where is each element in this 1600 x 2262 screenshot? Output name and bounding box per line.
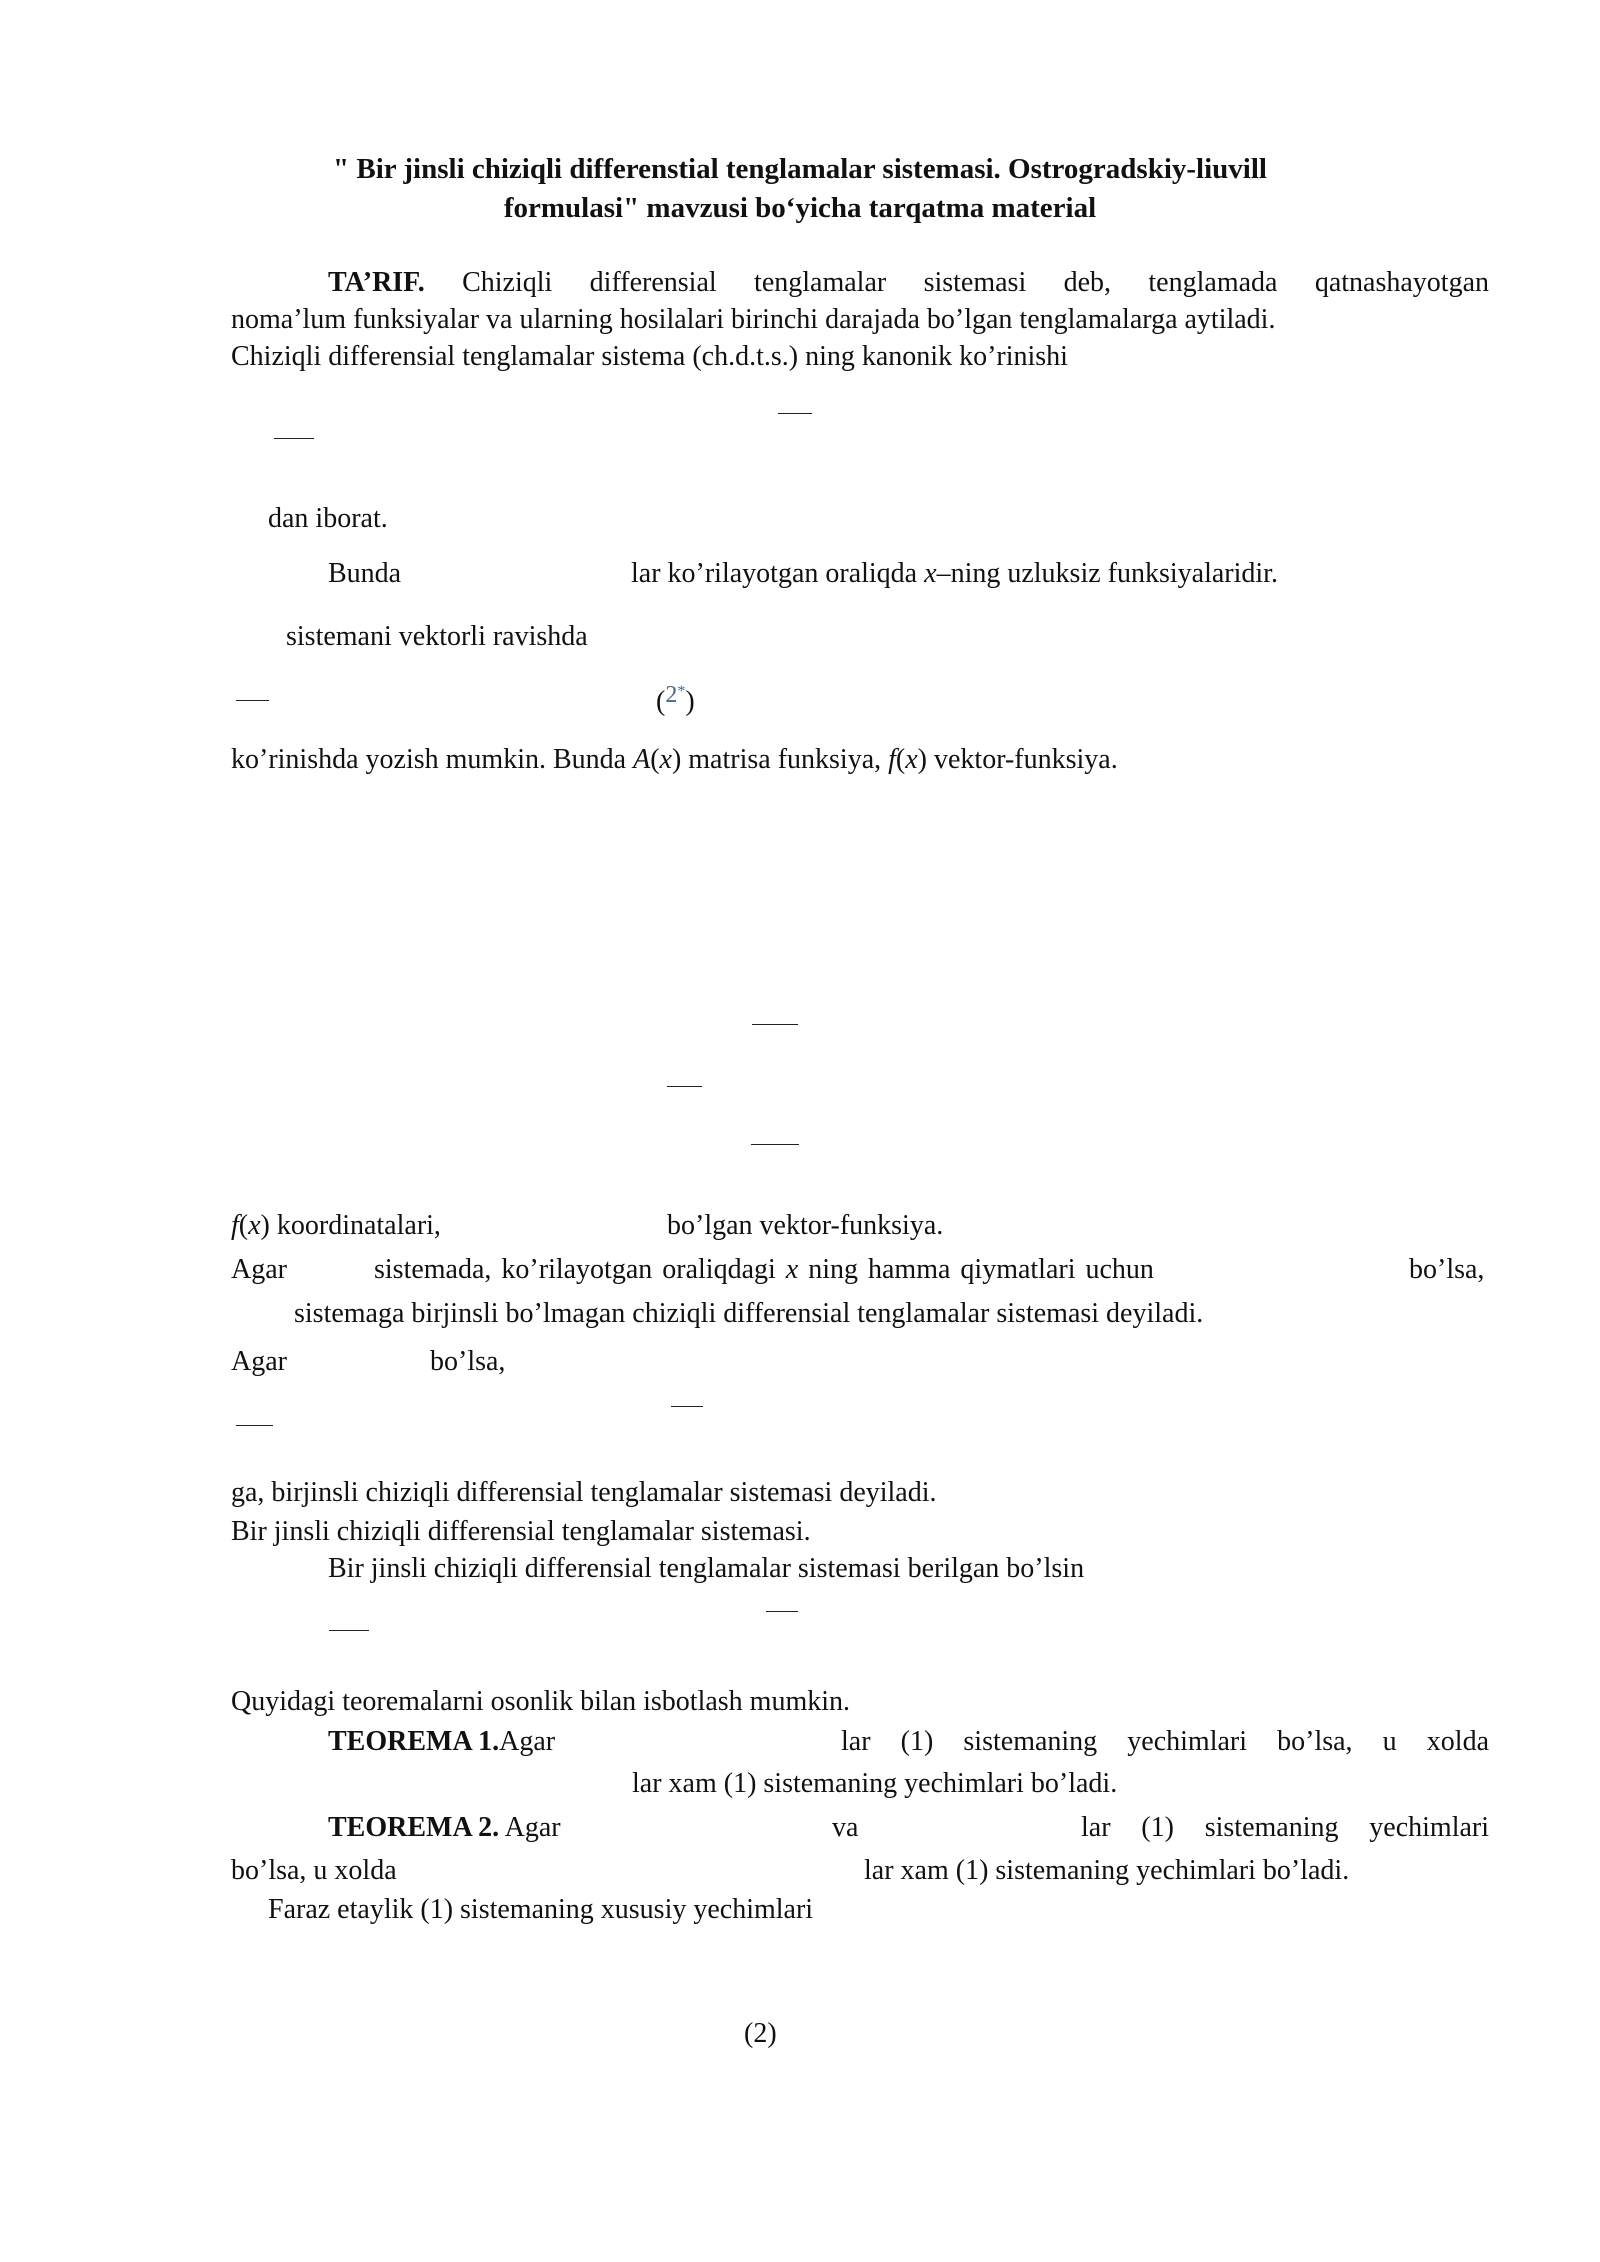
text-korinishda-a: ko’rinishda yozish mumkin. Bunda	[231, 744, 634, 775]
paren-close: )	[685, 686, 695, 717]
var-x: x	[659, 744, 672, 775]
formula-fraction-bar	[274, 438, 314, 439]
text-quyidagi: Quyidagi teoremalarni osonlik bilan isbotlash mumkin.	[231, 1686, 851, 1717]
text-sistemada-a: sistemada, ko’rilayotgan oraliqdagi	[374, 1254, 786, 1285]
formula-fraction-bar	[329, 1630, 369, 1631]
eq-number: 2	[665, 682, 678, 708]
text-continuity-statement	[631, 556, 1278, 592]
document-title-line-1: " Bir jinsli chiziqli differenstial tenglamalar sistemasi. Ostrogradskiy-liuvill	[333, 153, 1267, 185]
var-x: x	[905, 744, 918, 775]
section-heading-bir-jinsli: Bir jinsli chiziqli differensial tenglamalar sistemasi.	[231, 1516, 811, 1547]
paren-open: (	[656, 686, 666, 717]
theorem-1-rest: lar (1) sistemaning yechimlari bo’lsa, u xolda	[841, 1726, 1489, 1757]
definition-line-1	[328, 265, 1489, 301]
definition-label: TA’RIF.	[328, 267, 425, 298]
text-dan-iborat: dan iborat.	[268, 503, 388, 534]
formula-fraction-bar	[778, 413, 812, 414]
paren: )	[671, 744, 682, 775]
text-korinishda-b: matrisa funksiya,	[681, 744, 889, 775]
text-sistemaga: sistemaga birjinsli bo’lmagan chiziqli differensial tenglamalar sistemasi deyiladi.	[294, 1298, 1204, 1329]
text-agar-1: Agar	[231, 1254, 287, 1285]
paren: (	[238, 1210, 249, 1241]
theorem-2-label	[328, 1810, 561, 1846]
formula-fraction-bar	[751, 1144, 799, 1145]
var-f: f	[888, 744, 896, 775]
equation-number-2: (2)	[744, 2018, 777, 2049]
text-bir-jinsli-berilgan: Bir jinsli chiziqli differensial tenglamalar sistemasi berilgan bo’lsin	[328, 1553, 1085, 1584]
theorem-1-title: TEOREMA 1.	[328, 1726, 500, 1757]
theorem-2-line-2a: bo’lsa, u xolda	[231, 1855, 397, 1886]
var-x: x	[924, 558, 937, 589]
theorem-1-label	[328, 1724, 555, 1760]
text-korinishda-c: vektor-funksiya.	[927, 744, 1118, 775]
var-x: x	[248, 1210, 261, 1241]
text-ning-hamma: ning hamma qiymatlari uchun	[798, 1254, 1154, 1285]
theorem-1-line-2: lar xam (1) sistemaning yechimlari bo’ladi.	[632, 1768, 1118, 1799]
text-sistemada	[374, 1252, 1154, 1288]
theorem-2-title: TEOREMA 2.	[328, 1812, 500, 1843]
text-bolsa-1: bo’lsa,	[1409, 1254, 1485, 1285]
formula-fraction-bar	[667, 1086, 702, 1087]
definition-text-1: Chiziqli differensial tenglamalar sistemasi deb, tenglamada qatnashayotgan	[424, 267, 1489, 298]
text-agar-2: Agar	[231, 1346, 287, 1377]
text-ga-birjinsli: ga, birjinsli chiziqli differensial tenglamalar sistemasi deyiladi.	[231, 1477, 937, 1508]
text-bunda: Bunda	[328, 558, 402, 589]
text-lar-korilayotgan: lar ko’rilayotgan oraliqda	[631, 558, 925, 589]
text-fx-koordinatalari	[231, 1208, 441, 1244]
text-korinishda	[231, 742, 1118, 778]
theorem-2-va: va	[832, 1812, 859, 1843]
text-koordinatalari: koordinatalari,	[269, 1210, 441, 1241]
equation-number-2-star	[656, 684, 695, 724]
formula-fraction-bar	[752, 1024, 798, 1025]
text-faraz: Faraz etaylik (1) sistemaning xususiy yechimlari	[268, 1894, 814, 1925]
var-A: A	[633, 744, 651, 775]
paren: (	[895, 744, 906, 775]
paren: )	[260, 1210, 270, 1241]
text-bolsa-2: bo’lsa,	[430, 1346, 506, 1377]
text-bolgan-vektor: bo’lgan vektor-funksiya.	[667, 1210, 944, 1241]
eq-star: *	[677, 683, 686, 700]
var-f: f	[231, 1210, 239, 1241]
definition-line-2: noma’lum funksiyalar va ularning hosilalari birinchi darajada bo’lgan tenglamalarga aytiladi.	[231, 304, 1276, 335]
theorem-2-agar: Agar	[499, 1812, 561, 1843]
var-x: x	[785, 1254, 799, 1285]
theorem-2-rest: lar (1) sistemaning yechimlari	[1081, 1812, 1489, 1843]
paren: )	[917, 744, 927, 775]
formula-fraction-bar	[671, 1406, 703, 1407]
text-uzluksiz: –ning uzluksiz funksiyalaridir.	[936, 558, 1278, 589]
document-title-line-2: formulasi" mavzusi bo‘yicha tarqatma material	[503, 192, 1097, 224]
definition-line-3: Chiziqli differensial tenglamalar sistema (ch.d.t.s.) ning kanonik ko’rinishi	[231, 341, 1068, 372]
theorem-1-agar: Agar	[499, 1726, 556, 1757]
formula-fraction-bar	[766, 1611, 798, 1612]
formula-fraction-bar	[236, 700, 269, 701]
paren: (	[650, 744, 660, 775]
formula-fraction-bar	[236, 1425, 273, 1426]
text-sistemani-vektorli: sistemani vektorli ravishda	[286, 621, 588, 652]
theorem-2-line-2b: lar xam (1) sistemaning yechimlari bo’ladi.	[864, 1855, 1350, 1886]
